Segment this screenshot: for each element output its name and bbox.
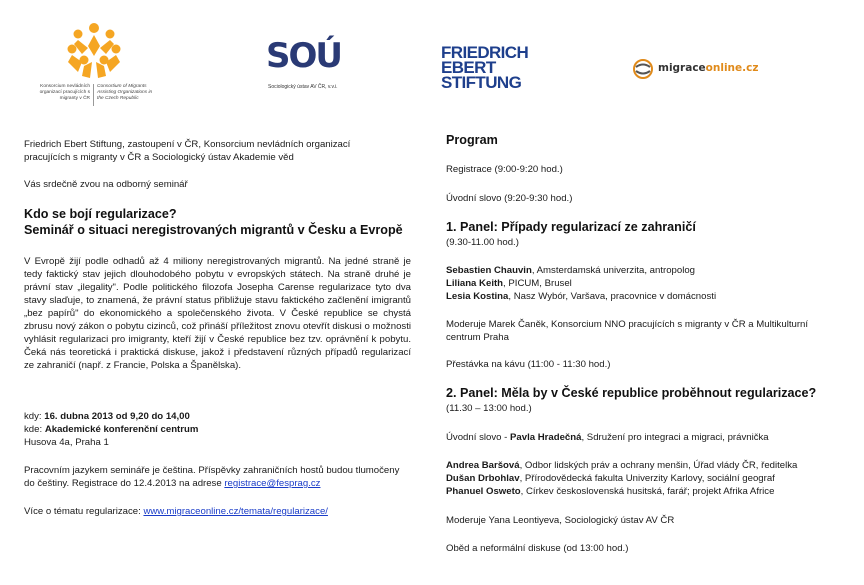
lunch-item: Oběd a neformální diskuse (od 13:00 hod.) [446, 543, 629, 554]
invitation-text: Vás srdečně zvou na odborný seminář [24, 179, 188, 190]
logo-konsorcium [28, 22, 158, 112]
migraceonline-globe-icon [632, 58, 654, 80]
opening-label: Úvodní slovo - [446, 432, 510, 443]
logo-migraceonline [632, 56, 792, 84]
sou-logo-word: SOÚ [266, 36, 341, 76]
speaker-name: Pavla Hradečná [510, 432, 582, 443]
panel1-time: (9.30-11.00 hod.) [446, 237, 519, 248]
speaker-info: , Přírodovědecká fakulta Univerzity Karlovy, sociální geograf [519, 473, 775, 484]
seminar-description: V Evropě žijí podle odhadů až 4 miliony neregistrovaných migrantů. Na jedné straně je tedy faktický stav jejich dlouhodobého pobytu v evropských státech. Na straně druhé je právní stav „ilegality". Podle politického filozofa Josepha Carense regularizace tyto dva stavy slaďuje, to znamená, že právní status přibližuje stavu faktického začlenění imigrantů „bez papírů" do ekonomického a společenského života. V České republice se chystá zbrusu nový zákon o pobytu cizinců, což přináší příležitost znovu otevřít diskusi o možnosti vyhlásit regularizaci pro imigranty, kteří žijí v České republice bez tzv. oprávnění k pobytu. Čeká nás teoretická i praktická diskuse, jakož i představení různých případů regularizací ze zahraničí (např. z Francie, Polska a Španělska). [24, 256, 411, 371]
language-registration-text [24, 464, 404, 490]
seminar-title-line1: Kdo se bojí regularizace? [24, 207, 177, 221]
konsorcium-caption-cz: Konsorcium nevládních organizací pracujících s migranty v ČR [39, 84, 90, 101]
panel2-speaker-2 [446, 472, 860, 485]
migrace-word: migrace [658, 62, 706, 74]
speaker-info: , PICUM, Brusel [503, 278, 572, 289]
panel2-speaker-1 [446, 459, 860, 472]
panel1-title: 1. Panel: Případy regularizací ze zahraničí [446, 220, 696, 234]
speaker-name: Liliana Keith [446, 278, 504, 289]
speaker-info: , Církev československá husitská, farář; projekt Afrika Africe [520, 486, 775, 497]
program-heading: Program [446, 133, 498, 147]
panel2-moderator: Moderuje Yana Leontiyeva, Sociologický ústav AV ČR [446, 515, 675, 526]
panel1-speaker-1 [446, 264, 856, 277]
opening-item: Úvodní slovo (9:20-9:30 hod.) [446, 193, 573, 204]
registration-email-link[interactable]: registrace@fesprag.cz [224, 478, 321, 489]
speaker-info: , Amsterdamská univerzita, antropolog [531, 265, 696, 276]
where-value: Akademické konferenční centrum [44, 424, 199, 435]
panel2-time: (11.30 – 13:00 hod.) [446, 403, 532, 414]
panel2-title: 2. Panel: Měla by v České republice proběhnout regularizace? [446, 386, 817, 400]
where-line [24, 423, 404, 436]
language-text: Pracovním jazykem semináře je čeština. Příspěvky zahraničních hostů budou tlumočeny do češtiny. Registrace do 12.4.2013 na adrese [24, 465, 400, 489]
speaker-info: , Sdružení pro integraci a migraci, právnička [581, 432, 769, 443]
seminar-title-line2: Seminář o situaci neregistrovaných migrantů v Česku a Evropě [24, 223, 403, 237]
regularizace-link[interactable]: www.migraceonline.cz/temata/regularizace/ [143, 506, 328, 517]
when-line [24, 410, 404, 423]
speaker-name: Sebastien Chauvin [446, 265, 532, 276]
speaker-name: Lesia Kostina [446, 291, 509, 302]
fes-line2: EBERT [441, 58, 496, 77]
online-cz-word: online.cz [705, 62, 759, 74]
registration-item: Registrace (9:00-9:20 hod.) [446, 164, 563, 175]
fes-line3: STIFTUNG [441, 73, 522, 92]
konsorcium-people-icon [64, 22, 124, 80]
coffee-break-item: Přestávka na kávu (11:00 - 11:30 hod.) [446, 359, 611, 370]
panel2-opening [446, 431, 856, 444]
speaker-name: Andrea Baršová [446, 460, 520, 471]
logo-sou [266, 36, 361, 96]
logo-fes [441, 45, 533, 97]
fes-line1: FRIEDRICH [441, 43, 529, 62]
speaker-info: , Odbor lidských práv a ochrany menšin, Úřad vlády ČR, ředitelka [519, 460, 798, 471]
where-label: kde: [24, 424, 45, 435]
speaker-info: , Nasz Wybór, Varšava, pracovnice v domácnosti [508, 291, 717, 302]
when-label: kdy: [24, 411, 45, 422]
migraceonline-wordmark [658, 62, 758, 74]
panel1-speaker-2 [446, 277, 856, 290]
address-line: Husova 4a, Praha 1 [24, 437, 109, 448]
organizers-text: Friedrich Ebert Stiftung, zastoupení v ČR, Konsorcium nevládních organizací pracujících s migranty v ČR a Sociologický ústav Akademie věd [24, 139, 351, 163]
when-value: 16. dubna 2013 od 9,20 do 14,00 [44, 411, 190, 422]
more-info-line [24, 505, 424, 518]
konsorcium-caption-en: Consortium of Migrants Assisting Organizations in the Czech Republic [97, 84, 153, 101]
panel1-moderator: Moderuje Marek Čaněk, Konsorcium NNO pracujících s migranty v ČR a Multikulturní centrum Praha [446, 319, 809, 343]
more-info-text: Více o tématu regularizace: [24, 506, 144, 517]
panel2-speaker-3 [446, 485, 860, 498]
speaker-name: Phanuel Osweto [446, 486, 521, 497]
sou-caption: Sociologický ústav AV ČR, v.v.i. [268, 84, 338, 90]
panel1-speaker-3 [446, 290, 856, 303]
speaker-name: Dušan Drbohlav [446, 473, 520, 484]
